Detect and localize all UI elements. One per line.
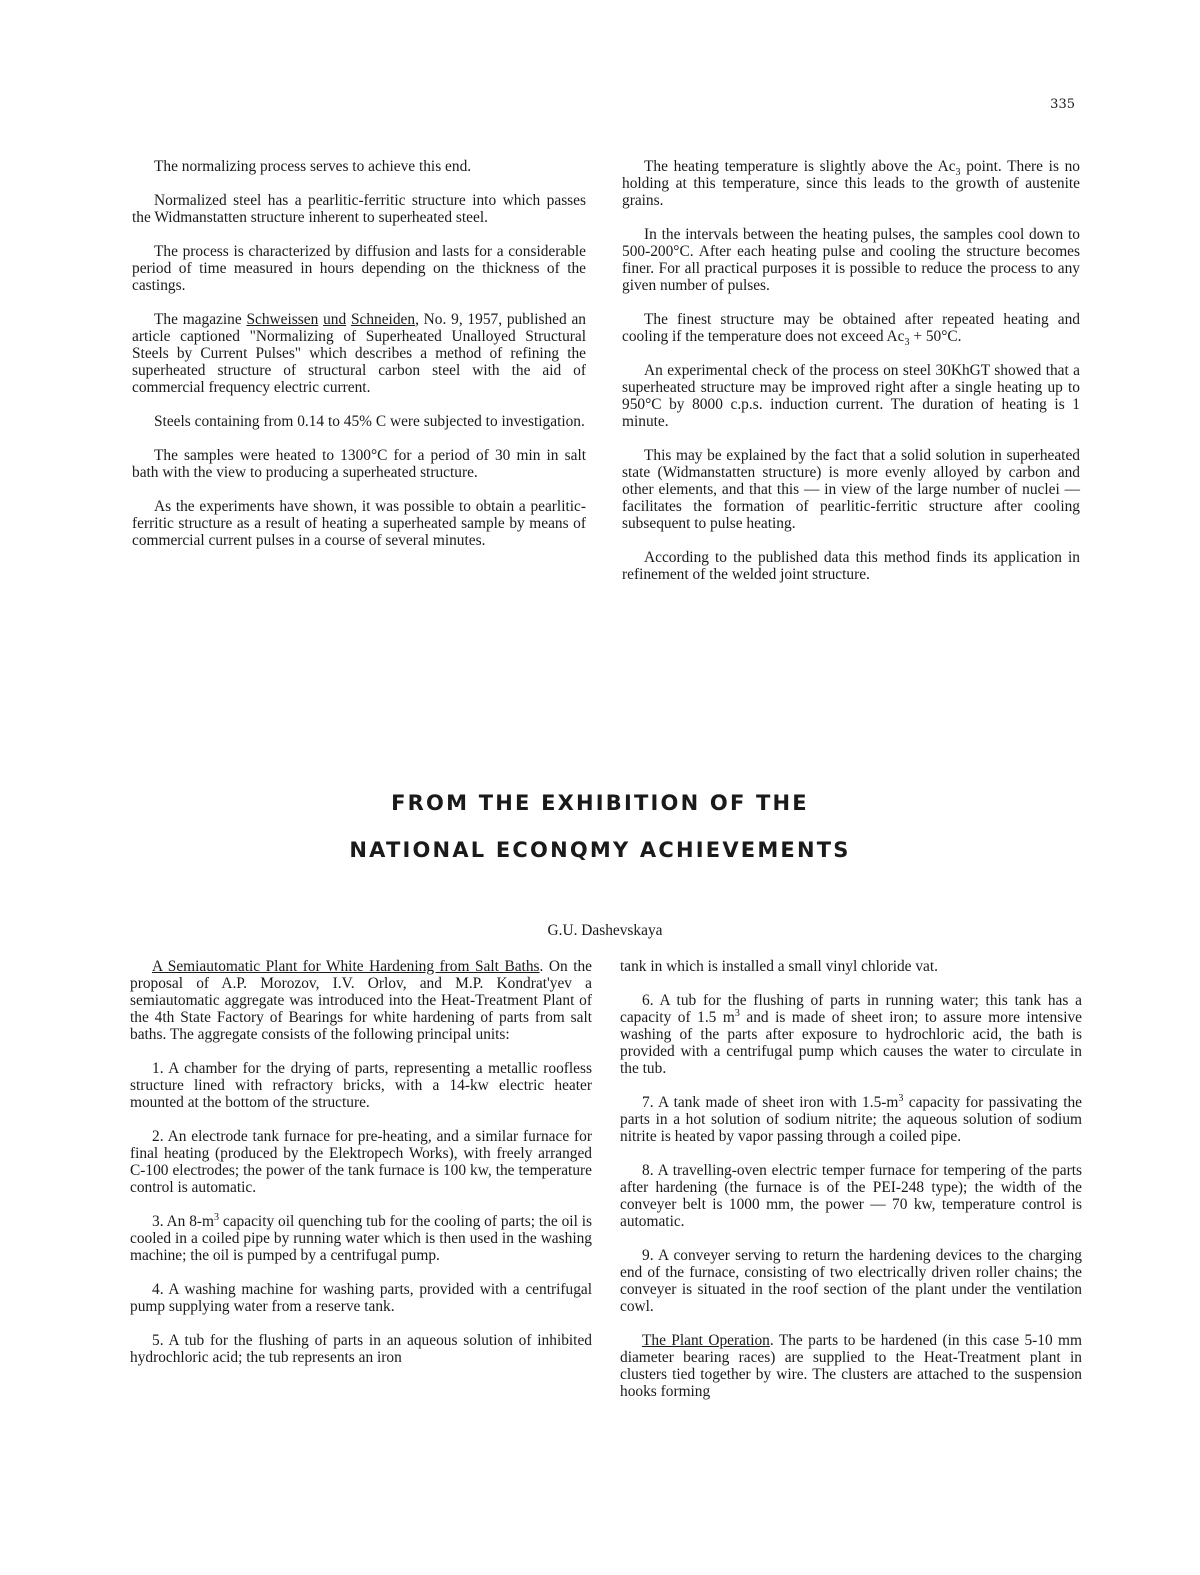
text: 3. An 8-m xyxy=(152,1213,215,1230)
magazine-title-part: Schweissen xyxy=(246,311,319,328)
paragraph: As the experiments have shown, it was possible to obtain a pearlitic-ferritic structure as a result of heating a superheated sample by means of commercial current pulses in a course of several minutes. xyxy=(132,498,586,549)
text: point. There is no holding at this temperature, since this leads to the growth of austenite grains. xyxy=(622,158,1080,209)
list-item: 9. A conveyer serving to return the hardening devices to the charging end of the furnace, consisting of two electrically driven roller chains; the conveyer is situated in the roof section of the plant under the ventilation cowl. xyxy=(620,1247,1082,1315)
list-item: 4. A washing machine for washing parts, provided with a centrifugal pump supplying water from a reserve tank. xyxy=(130,1281,592,1315)
superscript: 3 xyxy=(734,1007,740,1019)
list-item: 5. A tub for the flushing of parts in an aqueous solution of inhibited hydrochloric acid; the tub represents an iron xyxy=(130,1332,592,1366)
paragraph xyxy=(620,1332,1082,1400)
text: The magazine xyxy=(154,311,247,328)
text: , No. 9, 1957, published an article captioned "Normalizing of Superheated Unalloyed Structural Steels by Current Pulses" which describes a method of refining the superheated structure of structural carbon steel with the aid of commercial frequency electric current. xyxy=(132,311,586,396)
list-item: 8. A travelling-oven electric temper furnace for tempering of the parts after hardening (the furnace is of the PEI-248 type); the width of the conveyer belt is 1000 mm, the power — 70 kw, temperature control is automatic. xyxy=(620,1162,1082,1230)
paragraph: An experimental check of the process on steel 30KhGT showed that a superheated structure may be improved right after a single heating up to 950°C by 8000 c.p.s. induction current. The duration of heating is 1 minute. xyxy=(622,362,1080,430)
magazine-title-part: und xyxy=(323,311,347,328)
superscript: 3 xyxy=(214,1211,220,1223)
text: . The parts to be hardened (in this case 5-10 mm diameter bearing races) are supplied to the Heat-Treatment plant in clusters tied together by wire. The clusters are attached to the suspension hooks forming xyxy=(620,1332,1082,1400)
paragraph-continuation: tank in which is installed a small vinyl chloride vat. xyxy=(620,958,939,975)
article-column-right-2 xyxy=(620,958,1082,1417)
subsection-heading: The Plant Operation xyxy=(642,1332,770,1349)
paragraph xyxy=(132,311,586,396)
paragraph: This may be explained by the fact that a solid solution in superheated state (Widmanstatten structure) is more evenly alloyed by carbon and other elements, and that this — in view of the large number of nuclei — facilitates the formation of pearlitic-ferritic structure after cooling subsequent to pulse heating. xyxy=(622,447,1080,532)
paragraph xyxy=(622,158,1080,209)
text: The heating temperature is slightly above the Ac xyxy=(644,158,956,175)
article-column-left-2 xyxy=(130,958,592,1383)
page-number: 335 xyxy=(1050,97,1075,112)
section-title-line-2: NATIONAL ECONQMY ACHIEVEMENTS xyxy=(349,838,851,862)
paragraph: The process is characterized by diffusion and lasts for a considerable period of time measured in hours depending on the thickness of the castings. xyxy=(132,243,586,294)
text: + 50°C. xyxy=(909,328,962,345)
subscript: 3 xyxy=(904,337,910,349)
list-item: 1. A chamber for the drying of parts, representing a metallic roofless structure lined with refractory bricks, with a 14-kw electric heater mounted at the bottom of the structure. xyxy=(130,1060,592,1111)
article-column-left xyxy=(132,158,586,566)
magazine-title-part: Schneiden xyxy=(350,311,416,328)
paragraph xyxy=(622,311,1080,349)
superscript: 3 xyxy=(898,1092,904,1104)
list-item xyxy=(620,992,1082,1077)
subsection-heading: A Semiautomatic Plant for White Hardening from Salt Baths xyxy=(152,958,540,975)
text: 7. A tank made of sheet iron with 1.5-m xyxy=(642,1094,899,1111)
list-item xyxy=(130,1213,592,1264)
paragraph: According to the published data this method finds its application in refinement of the welded joint structure. xyxy=(622,549,1080,583)
author: G.U. Dashevskaya xyxy=(547,922,663,939)
paragraph xyxy=(130,958,592,1043)
text: capacity oil quenching tub for the cooling of parts; the oil is cooled in a coiled pipe by running water which is then used in the washing machine; the oil is pumped by a centrifugal pump. xyxy=(130,1213,592,1264)
article-column-right xyxy=(622,158,1080,600)
text: 6. A tub for the flushing of parts in running water; this tank has a capacity of 1.5 m xyxy=(620,992,1082,1026)
subscript: 3 xyxy=(955,167,961,179)
text: . On the proposal of A.P. Morozov, I.V. Orlov, and M.P. Kondrat'yev a semiautomatic aggregate was introduced into the Heat-Treatment Plant of the 4th State Factory of Bearings for white hardening of parts from salt baths. The aggregate consists of the following principal units: xyxy=(130,958,593,1043)
list-item: 2. An electrode tank furnace for pre-heating, and a similar furnace for final heating (produced by the Elektropech Works), with freely arranged C-100 electrodes; the power of the tank furnace is 100 kw, the temperature control is automatic. xyxy=(130,1128,592,1196)
text: The finest structure may be obtained after repeated heating and cooling if the temperature does not exceed Ac xyxy=(622,311,1080,345)
list-item xyxy=(620,1094,1082,1145)
paragraph: Normalized steel has a pearlitic-ferritic structure into which passes the Widmanstatten structure inherent to superheated steel. xyxy=(132,192,586,226)
paragraph: Steels containing from 0.14 to 45% C were subjected to investigation. xyxy=(154,413,585,430)
text: capacity for passivating the parts in a hot solution of sodium nitrite; the aqueous solution of sodium nitrite is heated by vapor passing through a coiled pipe. xyxy=(620,1094,1083,1145)
paragraph: The normalizing process serves to achieve this end. xyxy=(154,158,472,175)
paragraph: In the intervals between the heating pulses, the samples cool down to 500-200°C. After each heating pulse and cooling the structure becomes finer. For all practical purposes it is possible to reduce the process to any given number of pulses. xyxy=(622,226,1080,294)
section-title-line-1: FROM THE EXHIBITION OF THE xyxy=(391,791,809,815)
text: and is made of sheet iron; to assure more intensive washing of the parts after exposure to hydrochloric acid, the bath is provided with a centrifugal pump which causes the water to circulate in the tub. xyxy=(620,1009,1082,1077)
paragraph: The samples were heated to 1300°C for a period of 30 min in salt bath with the view to producing a superheated structure. xyxy=(132,447,586,481)
